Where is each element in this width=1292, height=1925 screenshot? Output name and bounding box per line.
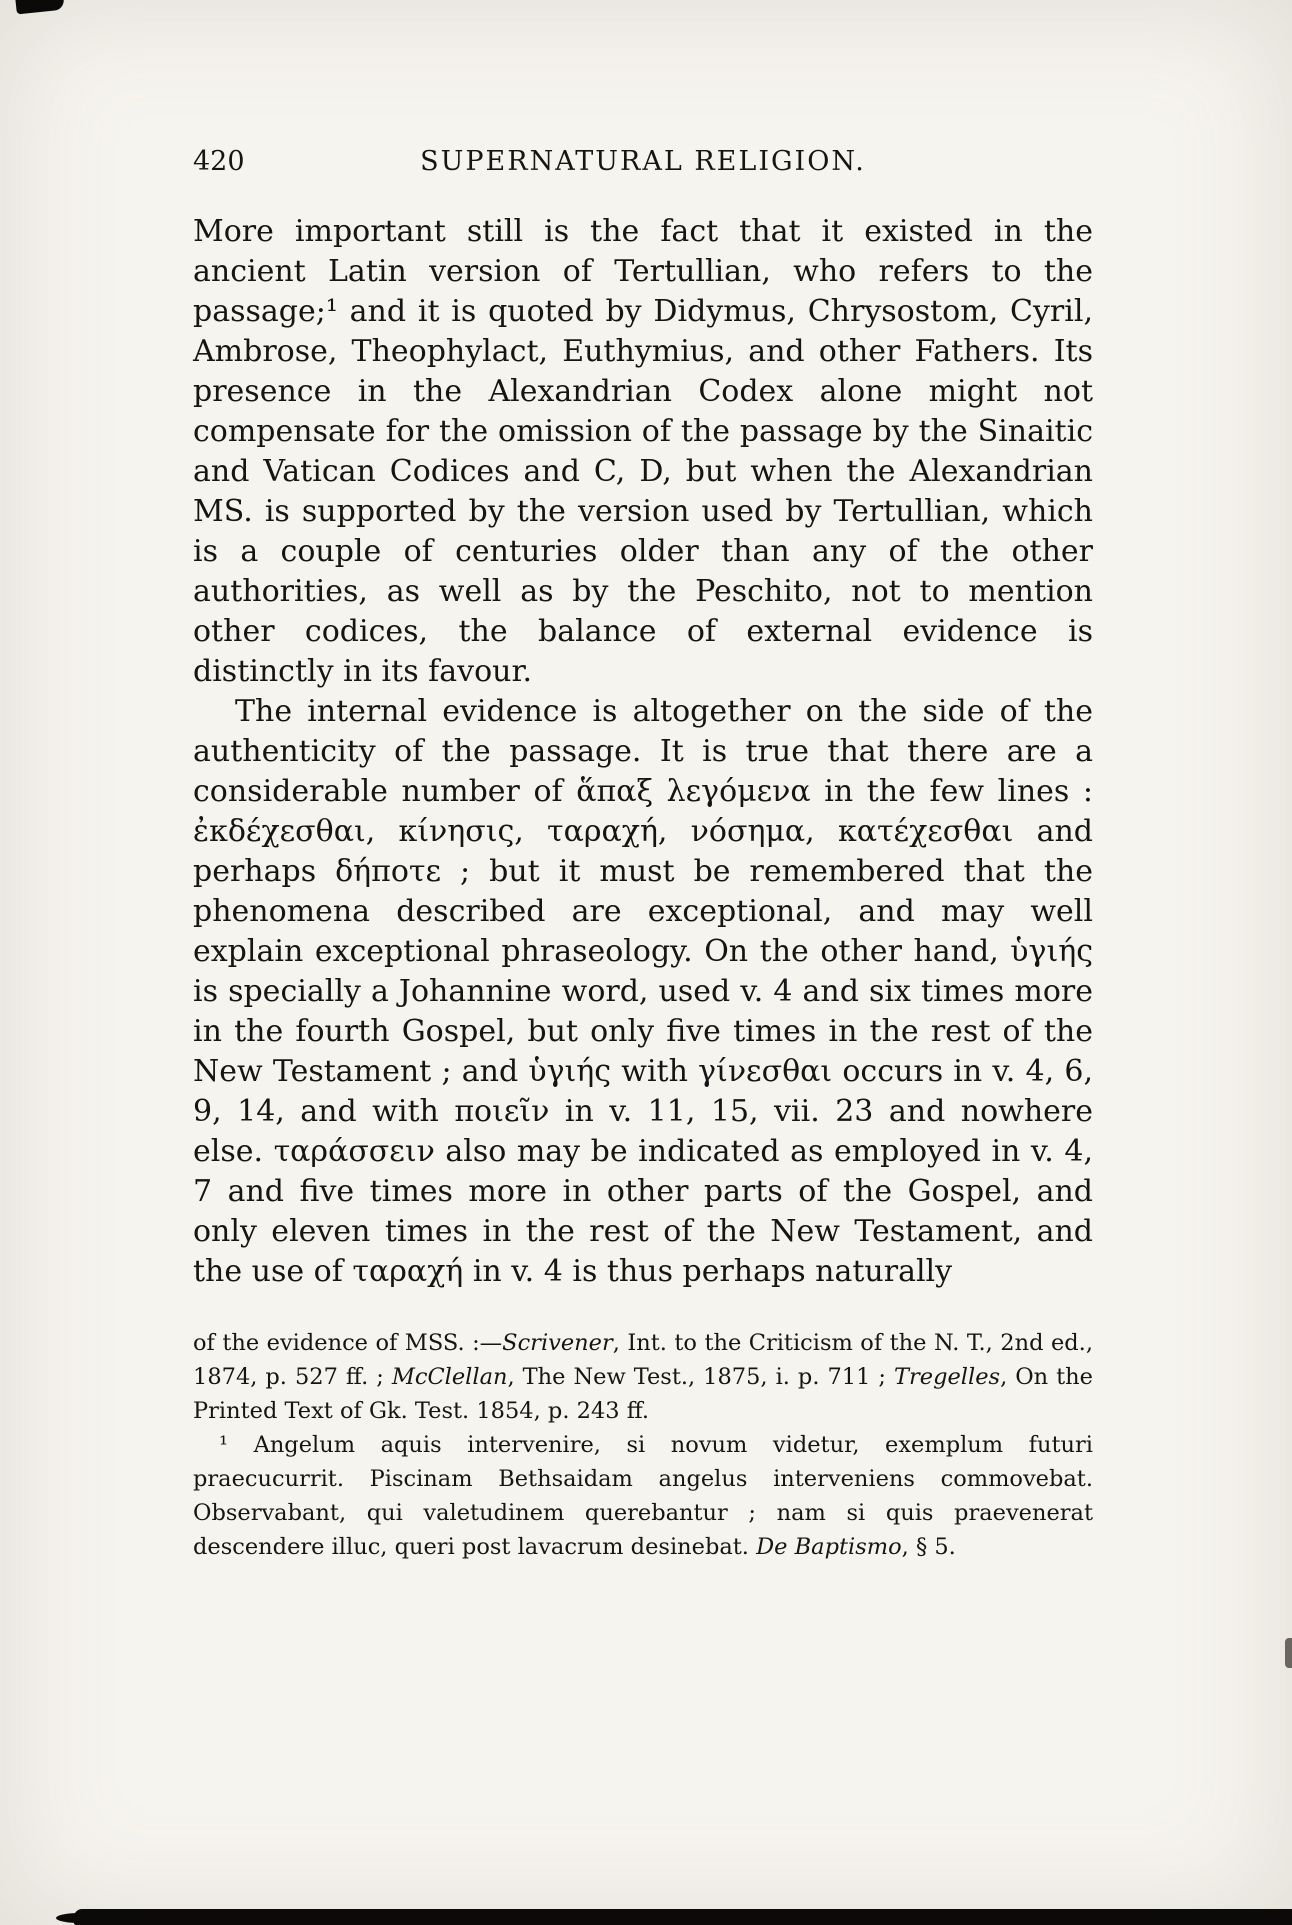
paragraph-2: The internal evidence is altogether on the side of the authenticity of the passage. It is true that there are a considerable number of ἅπαξ λεγόμενα in the few lines : ἐκδέχεσθαι, κίνησις, ταραχή, νόσημα, κατέχεσθαι and perhaps δήποτε ; but it must be remembered that the phenomena described are exceptional, and may well explain exceptional phraseology. On the other hand, ὑγιής is specially a Johannine word, used v. 4 and six times more in the fourth Gospel, but only five times in the rest of the New Testament ; and ὑγιής with γίνεσθαι occurs in v. 4, 6, 9, 14, and with ποιεῖν in v. 11, 15, vii. 23 and nowhere else. ταράσσειν also may be indicated as employed in v. 4, 7 and five times more in other parts of the Gospel, and only eleven times in the rest of the New Testament, and the use of ταραχή in v. 4 is thus perhaps naturally [193,694,1093,1289]
page-content [193,146,1093,1564]
footnotes-section [193,1326,1093,1564]
footnote-1: ¹ Angelum aquis intervenire, si novum videtur, exemplum futuri praecucurrit. Piscinam Bethsaidam angelus interveniens commovebat. Observabant, qui valetudinem querebantur ; nam si quis praevenerat descendere illuc, queri post lavacrum desinebat. De Baptismo, § 5. [193,1432,1093,1560]
footnote-continuation: of the evidence of MSS. :—Scrivener, Int. to the Criticism of the N. T., 2nd ed., 1874, p. 527 ff. ; McClellan, The New Test., 1875, i. p. 711 ; Tregelles, On the Printed Text of Gk. Test. 1854, p. 243 ff. [193,1330,1093,1424]
body-text [193,212,1093,1292]
paragraph-1: More important still is the fact that it existed in the ancient Latin version of Tertullian, who refers to the passage;¹ and it is quoted by Didymus, Chrysostom, Cyril, Ambrose, Theophylact, Euthymius, and other Fathers. Its presence in the Alexandrian Codex alone might not compensate for the omission of the passage by the Sinaitic and Vatican Codices and C, D, but when the Alexandrian MS. is supported by the version used by Tertullian, which is a couple of centuries older than any of the other authorities, as well as by the Peschito, not to mention other codices, the balance of external evidence is distinctly in its favour. [193,214,1093,689]
page-number: 420 [193,146,245,177]
scan-artifact-bottom-band [74,1909,1292,1925]
scan-artifact-top-left [15,0,64,14]
running-title: SUPERNATURAL RELIGION. [420,146,866,177]
page-header [193,146,1093,182]
scan-artifact-right-edge [1285,1638,1292,1668]
